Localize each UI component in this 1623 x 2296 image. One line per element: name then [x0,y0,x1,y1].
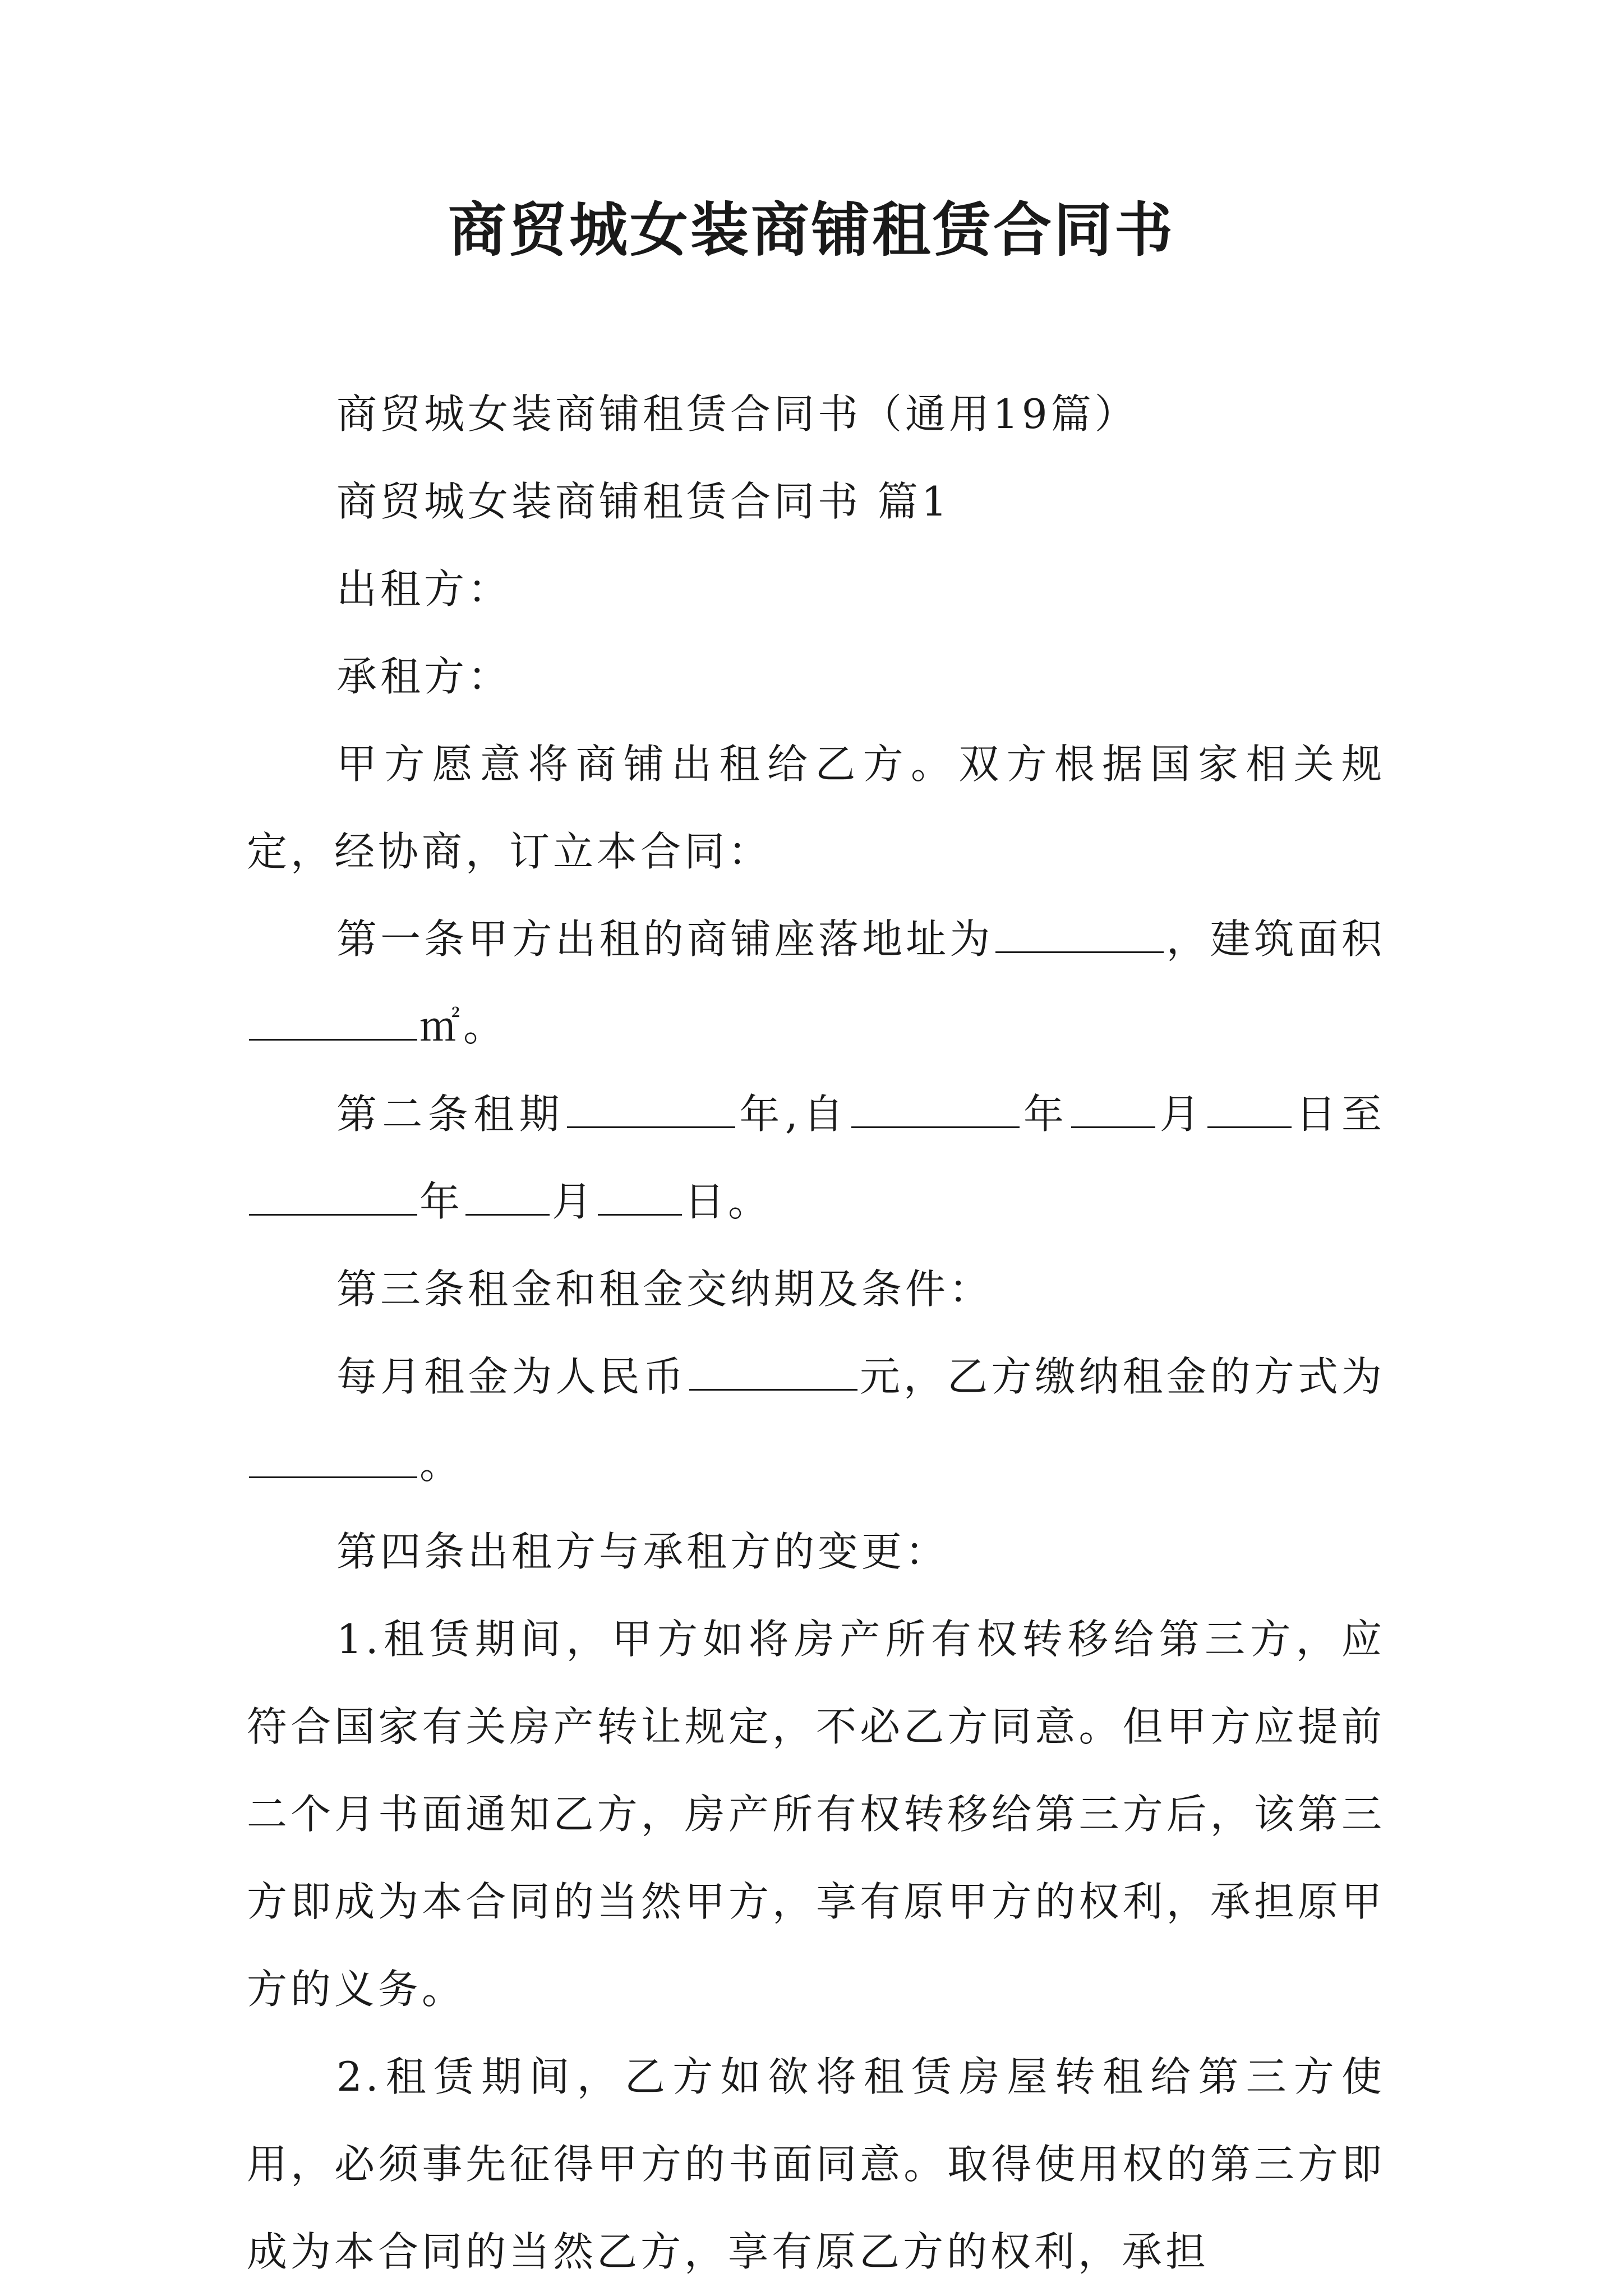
article2-text-5: 日至 [1294,1091,1385,1138]
end-year-blank [249,1174,417,1216]
start-year-blank [851,1086,1020,1128]
article2-text-6: 年 [419,1178,464,1225]
article1-text-1: 第一条甲方出租的商铺座落地址为 [336,915,994,963]
section-heading: 商贸城女装商铺租赁合同书 篇1 [336,478,951,525]
article1-text-2: ，建筑面积 [1166,915,1385,963]
article2-text-3: 年 [1021,1091,1069,1138]
article3-heading: 第三条租金和租金交纳期及条件： [336,1266,993,1313]
article2-text-8: 日。 [684,1178,772,1225]
article2-paragraph [247,1070,1385,1245]
end-day-blank [598,1174,682,1216]
rent-amount-blank [689,1349,857,1391]
article3-text-3: 。 [419,1441,464,1488]
clause2-paragraph: 2.租赁期间，乙方如欲将租赁房屋转租给第三方使用，必须事先征得甲方的书面同意。取得使用权的第三方即成为本合同的当然乙方，享有原乙方的权利，承担 [247,2053,1385,2275]
lessee-label: 承租方： [336,653,512,700]
article2-text-2: 年,自 [737,1091,849,1138]
address-blank [995,911,1164,953]
article3-text-1: 每月租金为人民币 [336,1353,687,1400]
document-body [247,370,1385,2295]
article2-text-1: 第二条租期 [336,1091,565,1138]
term-years-blank [567,1086,735,1128]
article3-paragraph [247,1333,1385,1508]
article4-heading: 第四条出租方与承租方的变更： [336,1528,949,1575]
subtitle-paragraph: 商贸城女装商铺租赁合同书（通用19篇） [336,390,1138,438]
article3-text-2: 元，乙方缴纳租金的方式为 [859,1353,1385,1400]
start-month-blank [1071,1086,1155,1128]
article1-text-3: ㎡。 [419,1003,508,1050]
payment-method-blank [249,1436,417,1478]
article2-text-4: 月 [1158,1091,1206,1138]
area-blank [249,999,417,1041]
document-title: 商贸城女装商铺租赁合同书 [448,195,1175,264]
end-month-blank [465,1174,550,1216]
intro-paragraph: 甲方愿意将商铺出租给乙方。双方根据国家相关规定，经协商，订立本合同： [247,740,1385,875]
article1-paragraph [247,895,1385,1070]
article2-text-7: 月 [552,1178,596,1225]
clause1-paragraph: 1.租赁期间，甲方如将房产所有权转移给第三方，应符合国家有关房产转让规定，不必乙方同意。但甲方应提前二个月书面通知乙方，房产所有权转移给第三方后，该第三方即成为本合同的当然甲方，享有原甲方的权利，承担原甲方的义务。 [247,1616,1385,2013]
lessor-label: 出租方： [336,565,512,613]
start-day-blank [1207,1086,1292,1128]
